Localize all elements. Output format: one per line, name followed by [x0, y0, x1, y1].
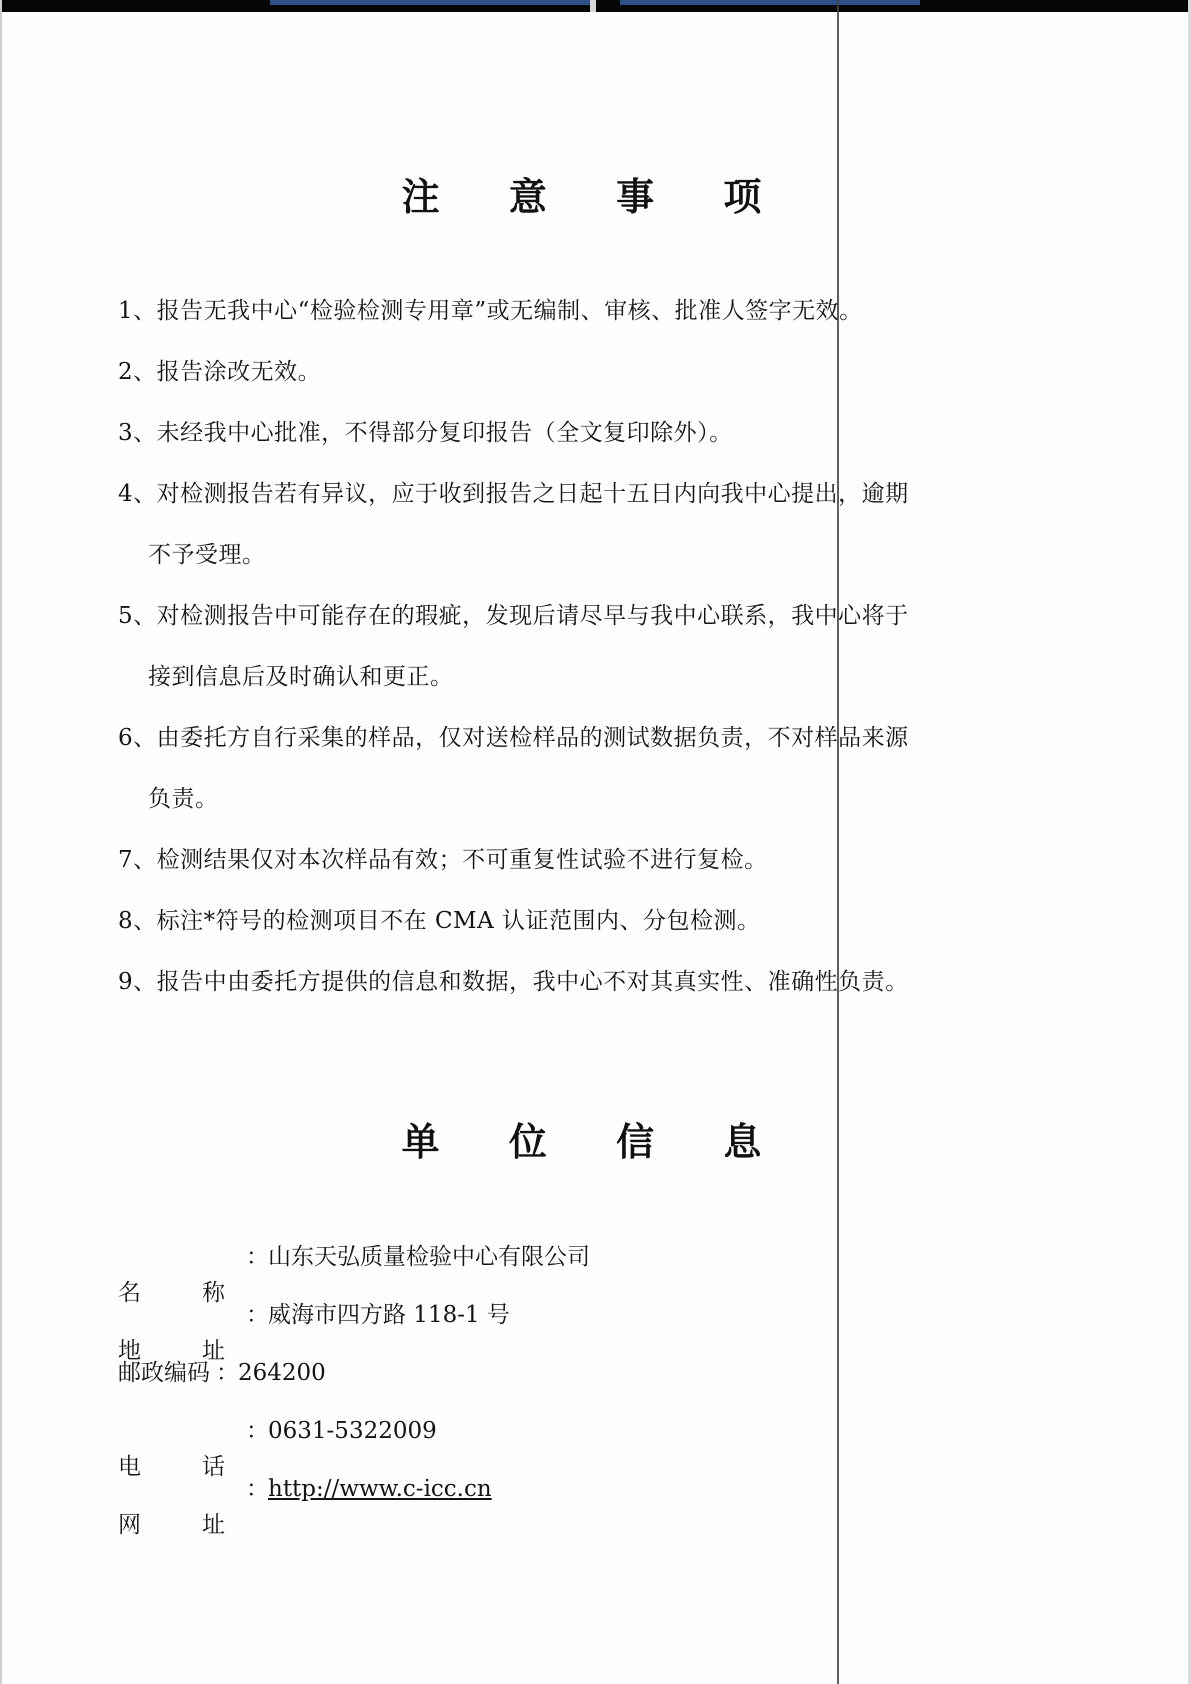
- notice-line: 8、标注*符号的检测项目不在 CMA 认证范围内、分包检测。: [118, 908, 761, 934]
- info-row-name: 名 称 ：山东天弘质量检验中心有限公司: [118, 1244, 590, 1306]
- notice-item-7: [118, 841, 1078, 880]
- notice-line: 6、由委托方自行采集的样品，仅对送检样品的测试数据负责，不对样品来源: [118, 725, 909, 751]
- notice-line: 5、对检测报告中可能存在的瑕疵，发现后请尽早与我中心联系，我中心将于: [118, 603, 909, 629]
- info-row-postcode: 邮政编码 ：264200: [118, 1344, 918, 1402]
- notice-line: 3、未经我中心批准，不得部分复印报告（全文复印除外）。: [118, 420, 733, 446]
- scan-edge-highlight: [270, 0, 590, 5]
- info-label: 邮政编码: [118, 1360, 210, 1386]
- notice-item-6: [118, 719, 1078, 819]
- phone-number: 0631-5322009: [268, 1418, 437, 1444]
- scan-edge-gap: [590, 0, 596, 12]
- notice-item-1: [118, 292, 1078, 331]
- scan-left-edge: [0, 0, 2, 1684]
- unit-info-heading: 单 位 信 息: [401, 1120, 790, 1164]
- notice-item-8: [118, 902, 1078, 941]
- scan-edge-highlight: [620, 0, 920, 5]
- notice-line-continued: 负责。: [148, 786, 219, 812]
- notice-line: 4、对检测报告若有异议，应于收到报告之日起十五日内向我中心提出，逾期: [118, 481, 909, 507]
- website-link[interactable]: http://www.c-icc.cn: [268, 1476, 492, 1502]
- info-row-phone: 电 话 ：0631-5322009: [118, 1418, 437, 1480]
- notice-line: 9、报告中由委托方提供的信息和数据，我中心不对其真实性、准确性负责。: [118, 969, 909, 995]
- notice-item-2: [118, 353, 1078, 392]
- unit-info: [118, 1228, 918, 1538]
- notice-item-5: [118, 597, 1078, 697]
- notes-heading: 注 意 事 项: [401, 175, 790, 219]
- notice-item-9: [118, 963, 1078, 1002]
- company-name: 山东天弘质量检验中心有限公司: [268, 1244, 590, 1270]
- notice-line-continued: 不予受理。: [148, 542, 266, 568]
- notice-list: [118, 292, 1078, 1002]
- notice-item-4: [118, 475, 1078, 575]
- notice-line: 2、报告涂改无效。: [118, 359, 322, 385]
- website-value: [268, 1476, 492, 1502]
- scan-top-edge: [0, 0, 1191, 12]
- info-row-address: 地 址 ：威海市四方路 118-1 号: [118, 1302, 510, 1364]
- postcode: 264200: [238, 1360, 326, 1386]
- company-address: 威海市四方路 118-1 号: [268, 1302, 510, 1328]
- notice-line-continued: 接到信息后及时确认和更正。: [148, 664, 454, 690]
- notice-line: 1、报告无我中心“检验检测专用章”或无编制、审核、批准人签字无效。: [118, 298, 863, 324]
- info-row-website: 网 址 ：http://www.c-icc.cn: [118, 1476, 492, 1538]
- notice-line: 7、检测结果仅对本次样品有效；不可重复性试验不进行复检。: [118, 847, 768, 873]
- notice-item-3: [118, 414, 1078, 453]
